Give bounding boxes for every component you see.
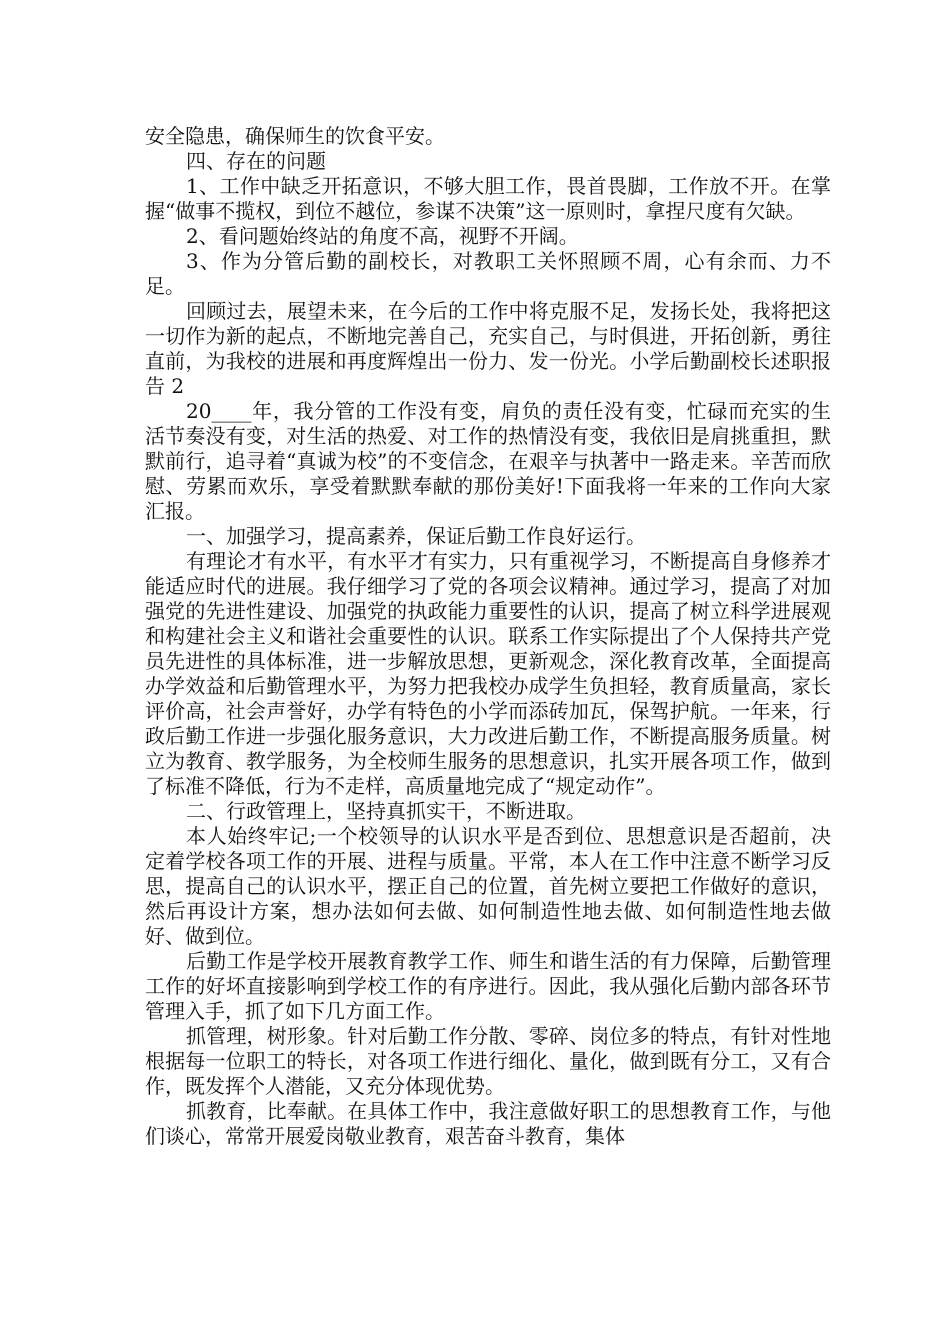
paragraph-admin: 本人始终牢记;一个校领导的认识水平是否到位、思想意识是否超前，决定着学校各项工作的开展、进程与质量。平常，本人在工作中注意不断学习反思，提高自己的认识水平，摆正自己的位置，首先树立要把工作做好的意识，然后再设计方案，想办法如何去做、如何制造性地去做、如何制造性地去做好、做到位。 <box>145 824 831 948</box>
section-heading-study: 一、加强学习，提高素养，保证后勤工作良好运行。 <box>186 524 646 548</box>
document-page <box>145 124 831 1149</box>
section-heading-problems: 四、存在的问题 <box>186 149 326 173</box>
paragraph-logistics: 后勤工作是学校开展教育教学工作、师生和谐生活的有力保障，后勤管理工作的好坏直接影响到学校工作的有序进行。因此，我从强化后勤内部各环节管理入手，抓了如下几方面工作。 <box>145 949 831 1023</box>
paragraph-problem-2: 2、看问题始终站的角度不高，视野不开阔。 <box>186 224 579 248</box>
paragraph-safety-end: 安全隐患，确保师生的饮食平安。 <box>145 124 445 148</box>
paragraph-year-summary: 20____年，我分管的工作没有变，肩负的责任没有变，忙碌而充实的生活节奏没有变，对生活的热爱、对工作的热情没有变，我依旧是肩挑重担，默默前行，追寻着“真诚为校”的不变信念，在艰辛与执著中一路走来。辛苦而欣慰、劳累而欢乐，享受着默默奉献的那份美好!下面我将一年来的工作向大家汇报。 <box>145 399 831 523</box>
paragraph-problem-1: 1、工作中缺乏开拓意识，不够大胆工作，畏首畏脚，工作放不开。在掌握“做事不揽权，到位不越位，参谋不决策”这一原则时，拿捏尺度有欠缺。 <box>145 174 831 223</box>
section-heading-admin: 二、行政管理上，坚持真抓实干，不断进取。 <box>186 799 586 823</box>
paragraph-review: 回顾过去，展望未来，在今后的工作中将克服不足，发扬长处，我将把这一切作为新的起点，不断地完善自己，充实自己，与时俱进，开拓创新，勇往直前，为我校的进展和再度辉煌出一份力、发一份光。小学后勤副校长述职报告 2 <box>145 299 831 398</box>
paragraph-problem-3: 3、作为分管后勤的副校长，对教职工关怀照顾不周，心有余而、力不足。 <box>145 249 831 298</box>
paragraph-study: 有理论才有水平，有水平才有实力，只有重视学习，不断提高自身修养才能适应时代的进展。我仔细学习了党的各项会议精神。通过学习，提高了对加强党的先进性建设、加强党的执政能力重要性的认识，提高了树立科学进展观和构建社会主义和谐社会重要性的认识。联系工作实际提出了个人保持共产党员先进性的具体标准，进一步解放思想，更新观念，深化教育改革，全面提高办学效益和后勤管理水平，为努力把我校办成学生负担轻，教育质量高，家长评价高，社会声誉好，办学有特色的小学而添砖加瓦，保驾护航。一年来，行政后勤工作进一步强化服务意识，大力改进后勤工作，不断提高服务质量。树立为教育、教学服务，为全校师生服务的思想意识，扎实开展各项工作，做到了标准不降低，行为不走样，高质量地完成了“规定动作”。 <box>145 549 831 798</box>
paragraph-management: 抓管理，树形象。针对后勤工作分散、零碎、岗位多的特点，有针对性地根据每一位职工的特长，对各项工作进行细化、量化，做到既有分工，又有合作，既发挥个人潜能，又充分体现优势。 <box>145 1024 831 1098</box>
paragraph-education: 抓教育，比奉献。在具体工作中，我注意做好职工的思想教育工作，与他们谈心，常常开展爱岗敬业教育，艰苦奋斗教育，集体 <box>145 1099 831 1148</box>
